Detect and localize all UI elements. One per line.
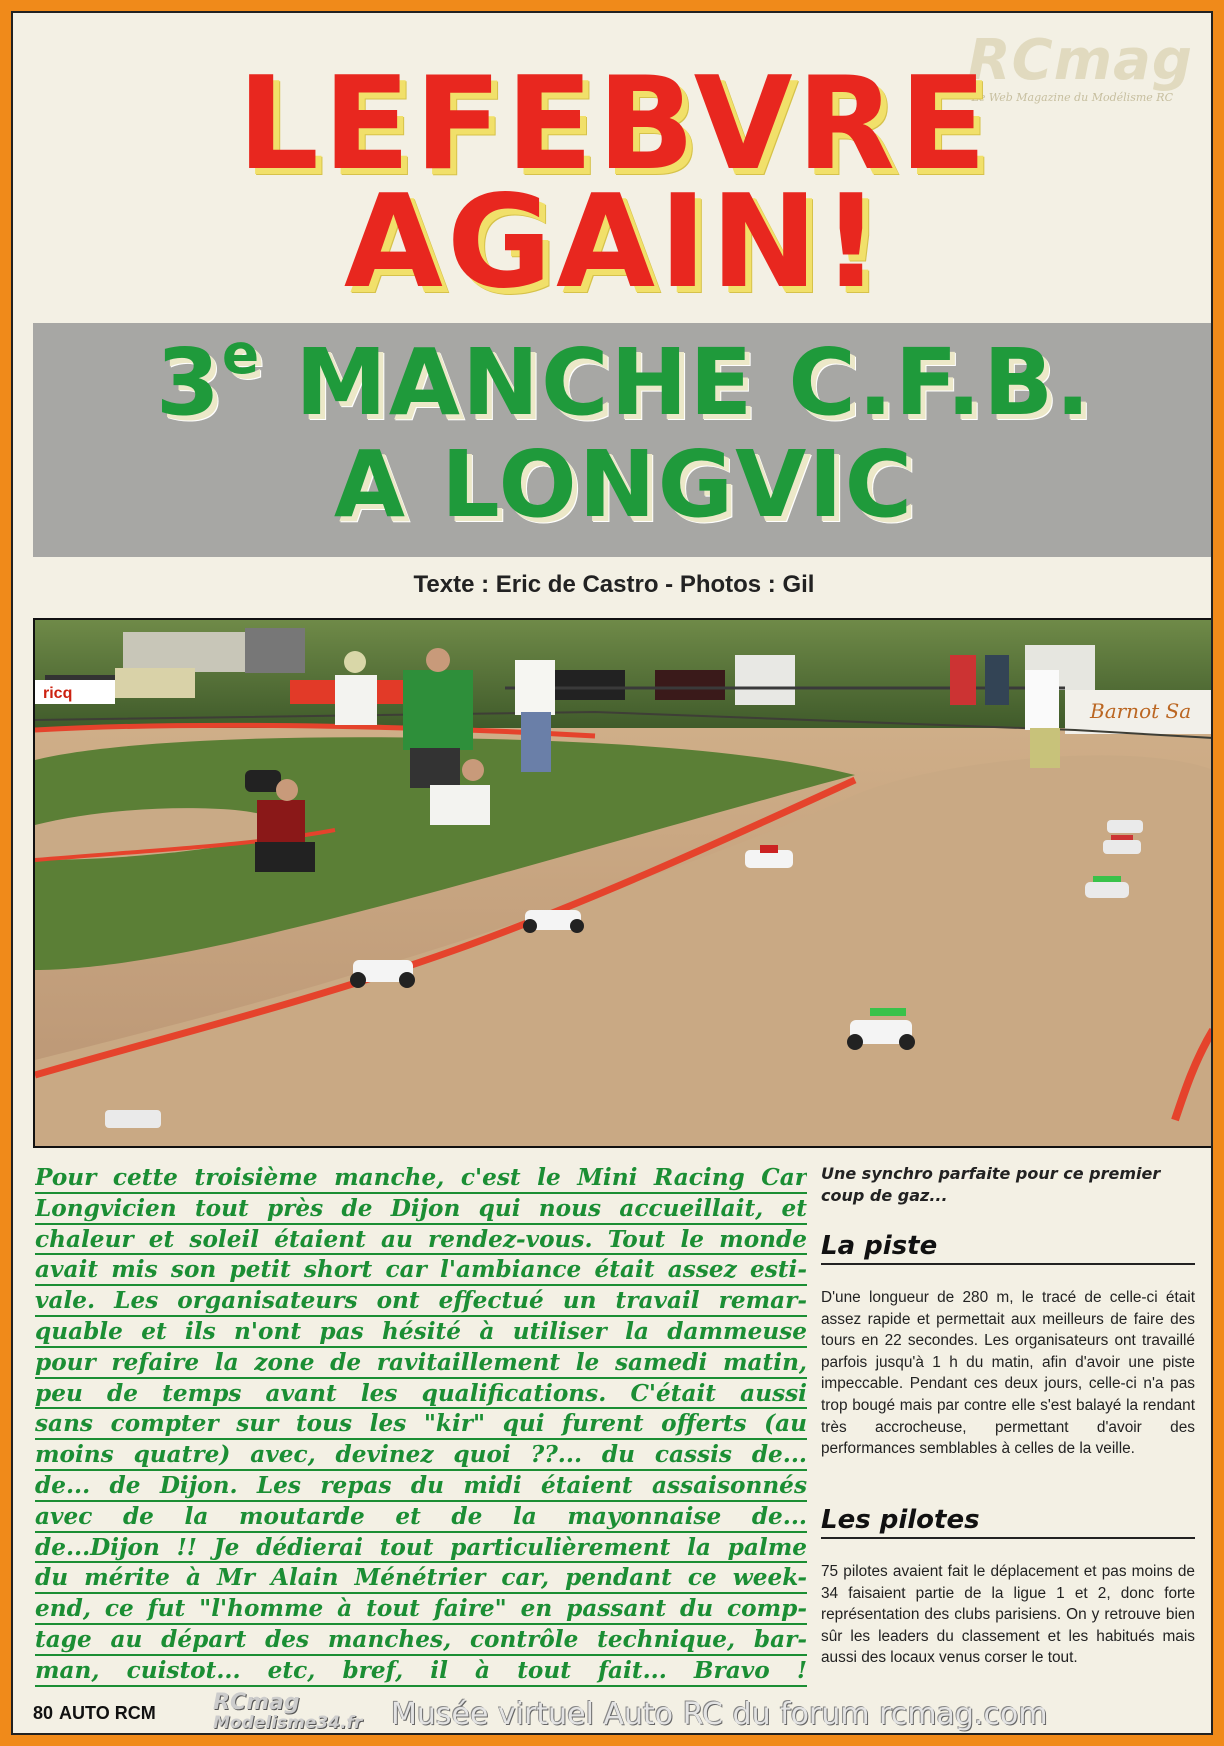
- lead-line: peu de temps avant les qualifications. C'était aussi: [35, 1379, 807, 1410]
- rc-car-8: [105, 1110, 161, 1128]
- page-folio: [33, 1703, 156, 1724]
- lead-line: end, ce fut "l'homme à tout faire" en passant du comp-: [35, 1594, 807, 1625]
- headline-line-2: AGAIN!: [343, 168, 885, 317]
- footer-logo-line1: RCmag: [213, 1690, 300, 1715]
- watermark-subtitle: Le Web Magazine du Modélisme RC: [971, 91, 1173, 104]
- magazine-page: [11, 11, 1213, 1735]
- lead-line: pour refaire la zone de ravitaillement le samedi matin,: [35, 1348, 807, 1379]
- page-number: 80: [33, 1703, 54, 1723]
- lead-line: quable et ils n'ont pas hésité à utiliser la dammeuse: [35, 1317, 807, 1348]
- subtitle-line-1: [33, 321, 1213, 436]
- lead-line: chaleur et soleil étaient au rendez-vous. Tout le monde: [35, 1225, 807, 1256]
- lead-line: moins quatre) avec, devinez quoi ??... du cassis de...: [35, 1440, 807, 1471]
- subtitle-number: 3: [155, 329, 222, 436]
- lead-line: de...Dijon !! Je dédierai tout particulièrement la palme: [35, 1533, 807, 1564]
- race-photo: [33, 618, 1213, 1148]
- lead-line: tage au départ des manches, contrôle technique, bar-: [35, 1625, 807, 1656]
- lead-line: du mérite à Mr Alain Ménétrier car, pendant ce week-: [35, 1563, 807, 1594]
- lead-line: avait mis son petit short car l'ambiance était assez esti-: [35, 1255, 807, 1286]
- magazine-name: AUTO RCM: [59, 1703, 156, 1723]
- lead-line: avec de la moutarde et de la mayonnaise de...: [35, 1502, 807, 1533]
- museum-watermark-text: Musée virtuel Auto RC du forum rcmag.com: [391, 1697, 1048, 1732]
- rc-car-7: [1107, 820, 1143, 833]
- subtitle-ordinal: e: [221, 321, 262, 386]
- section-heading-piste: La piste: [821, 1231, 1195, 1265]
- lead-line: vale. Les organisateurs ont effectué un travail remar-: [35, 1286, 807, 1317]
- subtitle-rest: MANCHE C.F.B.: [261, 329, 1093, 436]
- subtitle-line-2: A LONGVIC: [333, 431, 915, 538]
- lead-line: sans compter sur tous les "kir" qui furent offerts (au: [35, 1409, 807, 1440]
- lead-line: Longvicien tout près de Dijon qui nous accueillait, et: [35, 1194, 807, 1225]
- watermark-logo: RCmag: [967, 28, 1193, 93]
- lead-line: Pour cette troisième manche, c'est le Mini Racing Car: [35, 1163, 807, 1194]
- headline-line-1: LEFEBVRE: [237, 50, 991, 199]
- credits: Texte : Eric de Castro - Photos : Gil: [413, 571, 815, 598]
- section-heading-pilotes: Les pilotes: [821, 1505, 1195, 1539]
- photo-caption: Une synchro parfaite pour ce premier coup de gaz...: [821, 1164, 1161, 1205]
- banner-right-text: Barnot Sa: [1090, 699, 1192, 723]
- section-text-piste: D'une longueur de 280 m, le tracé de celle-ci était assez rapide et permettait aux meilleurs de faire des tours en 22 secondes. Les organisateurs ont travaillé parfois jusqu'à 1 h du matin, afin d'avoir une piste impeccable. Pendant ces deux jours, celle-ci n'a pas trop bougé mais par contre elle s'est balayé la rendant très accrocheuse, permettant d'avoir des performances semblables à celles de la veille.: [821, 1289, 1195, 1458]
- section-text-pilotes: 75 pilotes avaient fait le déplacement et pas moins de 34 faisaient partie de la ligue 1 et 2, donc forte représentation des clubs parisiens. On y retrouve bien sûr les leaders du classement et les habitués mais aussi des locaux venus corser le tout.: [821, 1563, 1195, 1667]
- footer-logo: [213, 1690, 363, 1733]
- subtitle-band: [33, 323, 1213, 557]
- rc-car-2: [523, 910, 584, 933]
- banner-left-text: ricq: [43, 685, 73, 702]
- lead-paragraph: [35, 1163, 807, 1687]
- lead-line: de... de Dijon. Les repas du midi étaient assaisonnés: [35, 1471, 807, 1502]
- lead-line: man, cuistot... etc, bref, il à tout fait... Bravo !: [35, 1656, 807, 1687]
- footer-logo-line2: Modelisme34.fr: [213, 1713, 363, 1733]
